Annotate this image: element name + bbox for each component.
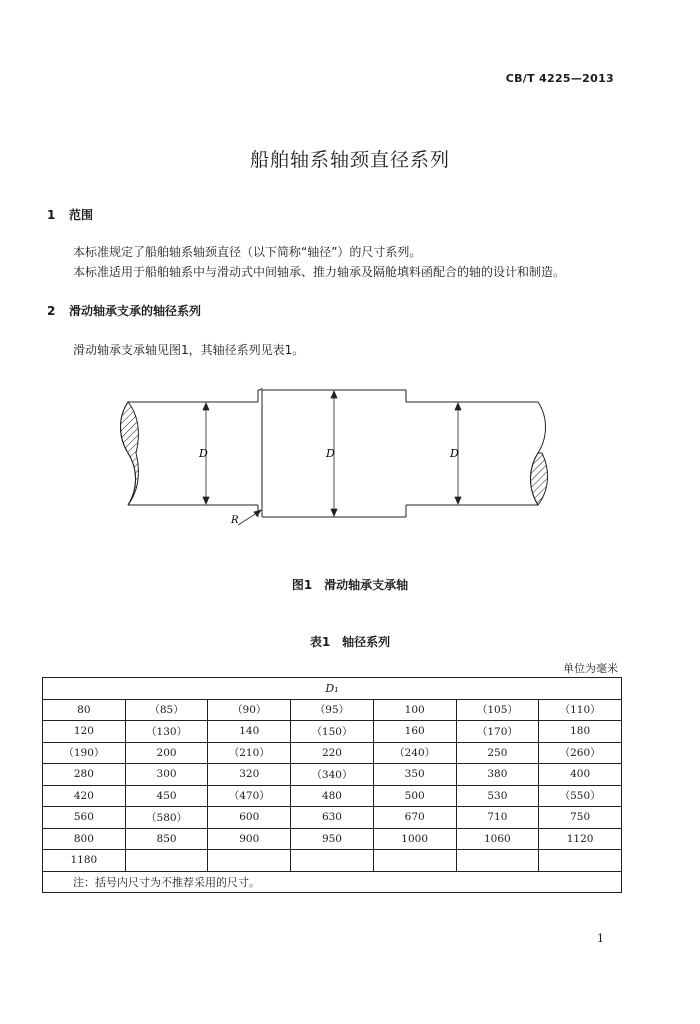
table-cell: 420 — [43, 785, 126, 807]
table-cell: 140 — [208, 721, 291, 743]
table-cell: 320 — [208, 764, 291, 786]
table-cell: （170） — [456, 721, 539, 743]
left-break-hatch — [121, 402, 139, 505]
table-row — [43, 699, 622, 721]
table-body — [43, 699, 622, 871]
table-cell: 500 — [373, 785, 456, 807]
table-cell: （260） — [539, 742, 622, 764]
table-cell: 250 — [456, 742, 539, 764]
section-1-title: 范围 — [69, 208, 94, 222]
table-cell: 300 — [125, 764, 208, 786]
table-cell: 120 — [43, 721, 126, 743]
table-cell: （90） — [208, 699, 291, 721]
table-cell: 200 — [125, 742, 208, 764]
right-break-hatch — [531, 453, 548, 505]
section-2-heading — [47, 302, 201, 319]
table-cell: （470） — [208, 785, 291, 807]
table-cell — [373, 850, 456, 872]
page-number: 1 — [597, 932, 604, 945]
table-cell: 220 — [291, 742, 374, 764]
table-cell: 670 — [373, 807, 456, 829]
table-cell: 1120 — [539, 828, 622, 850]
table-cell: 1060 — [456, 828, 539, 850]
table-cell: 800 — [43, 828, 126, 850]
table-cell: 950 — [291, 828, 374, 850]
table-cell: （240） — [373, 742, 456, 764]
table-row — [43, 764, 622, 786]
table-cell: 400 — [539, 764, 622, 786]
table-cell: 600 — [208, 807, 291, 829]
table-note: 注：括号内尺寸为不推荐采用的尺寸。 — [43, 871, 622, 893]
table-cell: （105） — [456, 699, 539, 721]
table-cell: 630 — [291, 807, 374, 829]
table-cell: 710 — [456, 807, 539, 829]
table-cell: 530 — [456, 785, 539, 807]
table-cell: 160 — [373, 721, 456, 743]
table-cell: （190） — [43, 742, 126, 764]
section-2-number: 2 — [47, 304, 56, 318]
dimension-label-left: D — [199, 447, 208, 460]
table-header: D₁ — [43, 678, 622, 700]
table-cell: 900 — [208, 828, 291, 850]
table-cell: （95） — [291, 699, 374, 721]
table-row — [43, 742, 622, 764]
table-caption: 表1 轴径系列 — [309, 635, 391, 649]
table-cell — [291, 850, 374, 872]
table-cell — [208, 850, 291, 872]
dimension-label-right: D — [450, 447, 459, 460]
table-cell: 100 — [373, 699, 456, 721]
table-cell: 180 — [539, 721, 622, 743]
table-header-row — [43, 678, 622, 700]
table-cell: 450 — [125, 785, 208, 807]
table-row — [43, 785, 622, 807]
shaft-diameter-table — [42, 677, 622, 893]
section-2-title: 滑动轴承支承的轴径系列 — [69, 304, 202, 318]
table-row — [43, 721, 622, 743]
figure-caption: 图1 滑动轴承支承轴 — [291, 578, 409, 592]
document-title: 船舶轴系轴颈直径系列 — [249, 149, 450, 171]
radius-label: R — [231, 515, 239, 526]
dimension-label-center: D — [326, 447, 335, 460]
table-cell: 350 — [373, 764, 456, 786]
table-cell: （210） — [208, 742, 291, 764]
table-note-row — [43, 871, 622, 893]
table-cell: （85） — [125, 699, 208, 721]
table-cell: （150） — [291, 721, 374, 743]
unit-label: 单位为毫米 — [563, 662, 618, 675]
table-cell: 480 — [291, 785, 374, 807]
section-1-number: 1 — [47, 208, 56, 222]
section-2-paragraph-1: 滑动轴承支承轴见图1，其轴径系列见表1。 — [73, 343, 305, 357]
standard-number: CB/T 4225—2013 — [505, 72, 614, 85]
table-cell — [539, 850, 622, 872]
section-1-paragraph-2: 本标准适用于船舶轴系中与滑动式中间轴承、推力轴承及隔舱填料函配合的轴的设计和制造。 — [73, 265, 566, 279]
left-shaft-section — [121, 402, 259, 505]
table-row — [43, 850, 622, 872]
table-cell — [456, 850, 539, 872]
table-cell: 560 — [43, 807, 126, 829]
right-shaft-section — [406, 402, 546, 505]
table-cell: （340） — [291, 764, 374, 786]
table-cell: 380 — [456, 764, 539, 786]
table-cell: （110） — [539, 699, 622, 721]
table-cell: 850 — [125, 828, 208, 850]
table-cell: 1000 — [373, 828, 456, 850]
section-1-paragraph-1: 本标准规定了船舶轴系轴颈直径（以下简称“轴径”）的尺寸系列。 — [73, 245, 422, 259]
table-cell: 750 — [539, 807, 622, 829]
table-cell: 80 — [43, 699, 126, 721]
section-1-heading — [47, 206, 93, 223]
table-cell: 1180 — [43, 850, 126, 872]
table-cell: （130） — [125, 721, 208, 743]
table-cell — [125, 850, 208, 872]
table-cell: 280 — [43, 764, 126, 786]
table-cell: （580） — [125, 807, 208, 829]
table-cell: （550） — [539, 785, 622, 807]
shaft-figure — [110, 385, 560, 530]
table-row — [43, 807, 622, 829]
table-row — [43, 828, 622, 850]
